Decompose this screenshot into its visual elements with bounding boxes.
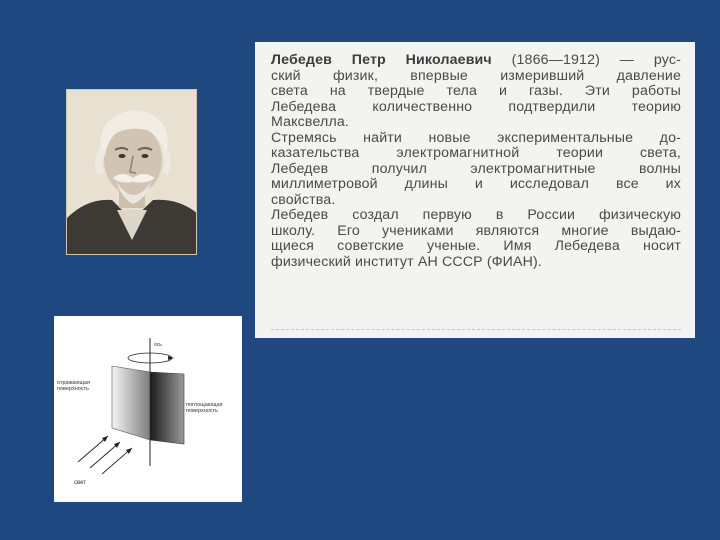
- text-line-8: Лебедев получил электромагнитные волны: [271, 160, 681, 177]
- text-line-7: казательства электромагнитной теории света,: [271, 145, 681, 161]
- text-line-14: физический институт АН СССР (ФИАН).: [271, 253, 542, 270]
- light-label: свет: [74, 480, 87, 486]
- scientist-name: Лебедев Петр Николаевич: [271, 52, 492, 68]
- mirror-label: отражающая поверхность: [57, 380, 90, 392]
- text-line-10: свойства.: [271, 191, 336, 208]
- axis-label: ось: [154, 342, 162, 348]
- text-line-12: школу. Его учениками являются многие выдаю-: [271, 222, 681, 239]
- mirror-plate: [112, 366, 150, 440]
- text-line-1: Лебедев Петр Николаевич (1866—1912) — рус-: [271, 52, 681, 68]
- radiation-pressure-diagram: [54, 316, 242, 502]
- text-line-13: щиеся советские ученые. Имя Лебедева носит: [271, 238, 681, 254]
- text-line-9: миллиметровой длины и исследовал все их: [271, 176, 681, 192]
- black-plate: [150, 372, 184, 444]
- text-line-5: Максвелла.: [271, 114, 350, 130]
- text-line-6: Стремясь найти новые экспериментальные до-: [271, 129, 681, 146]
- bottom-rule: [271, 329, 681, 330]
- black-label: поглощающая поверхность: [186, 402, 223, 414]
- text-line-11: Лебедев создал первую в России физическую: [271, 207, 681, 223]
- text-line-2: ский физик, впервые измеривший давление: [271, 67, 681, 84]
- text-line-3: света на твердые тела и газы. Эти работы: [271, 83, 681, 99]
- text-line-4: Лебедева количественно подтвердили теорию: [271, 98, 681, 115]
- lebedev-portrait: [66, 89, 197, 255]
- biography-text-card: [255, 42, 695, 338]
- portrait-image: [67, 90, 197, 255]
